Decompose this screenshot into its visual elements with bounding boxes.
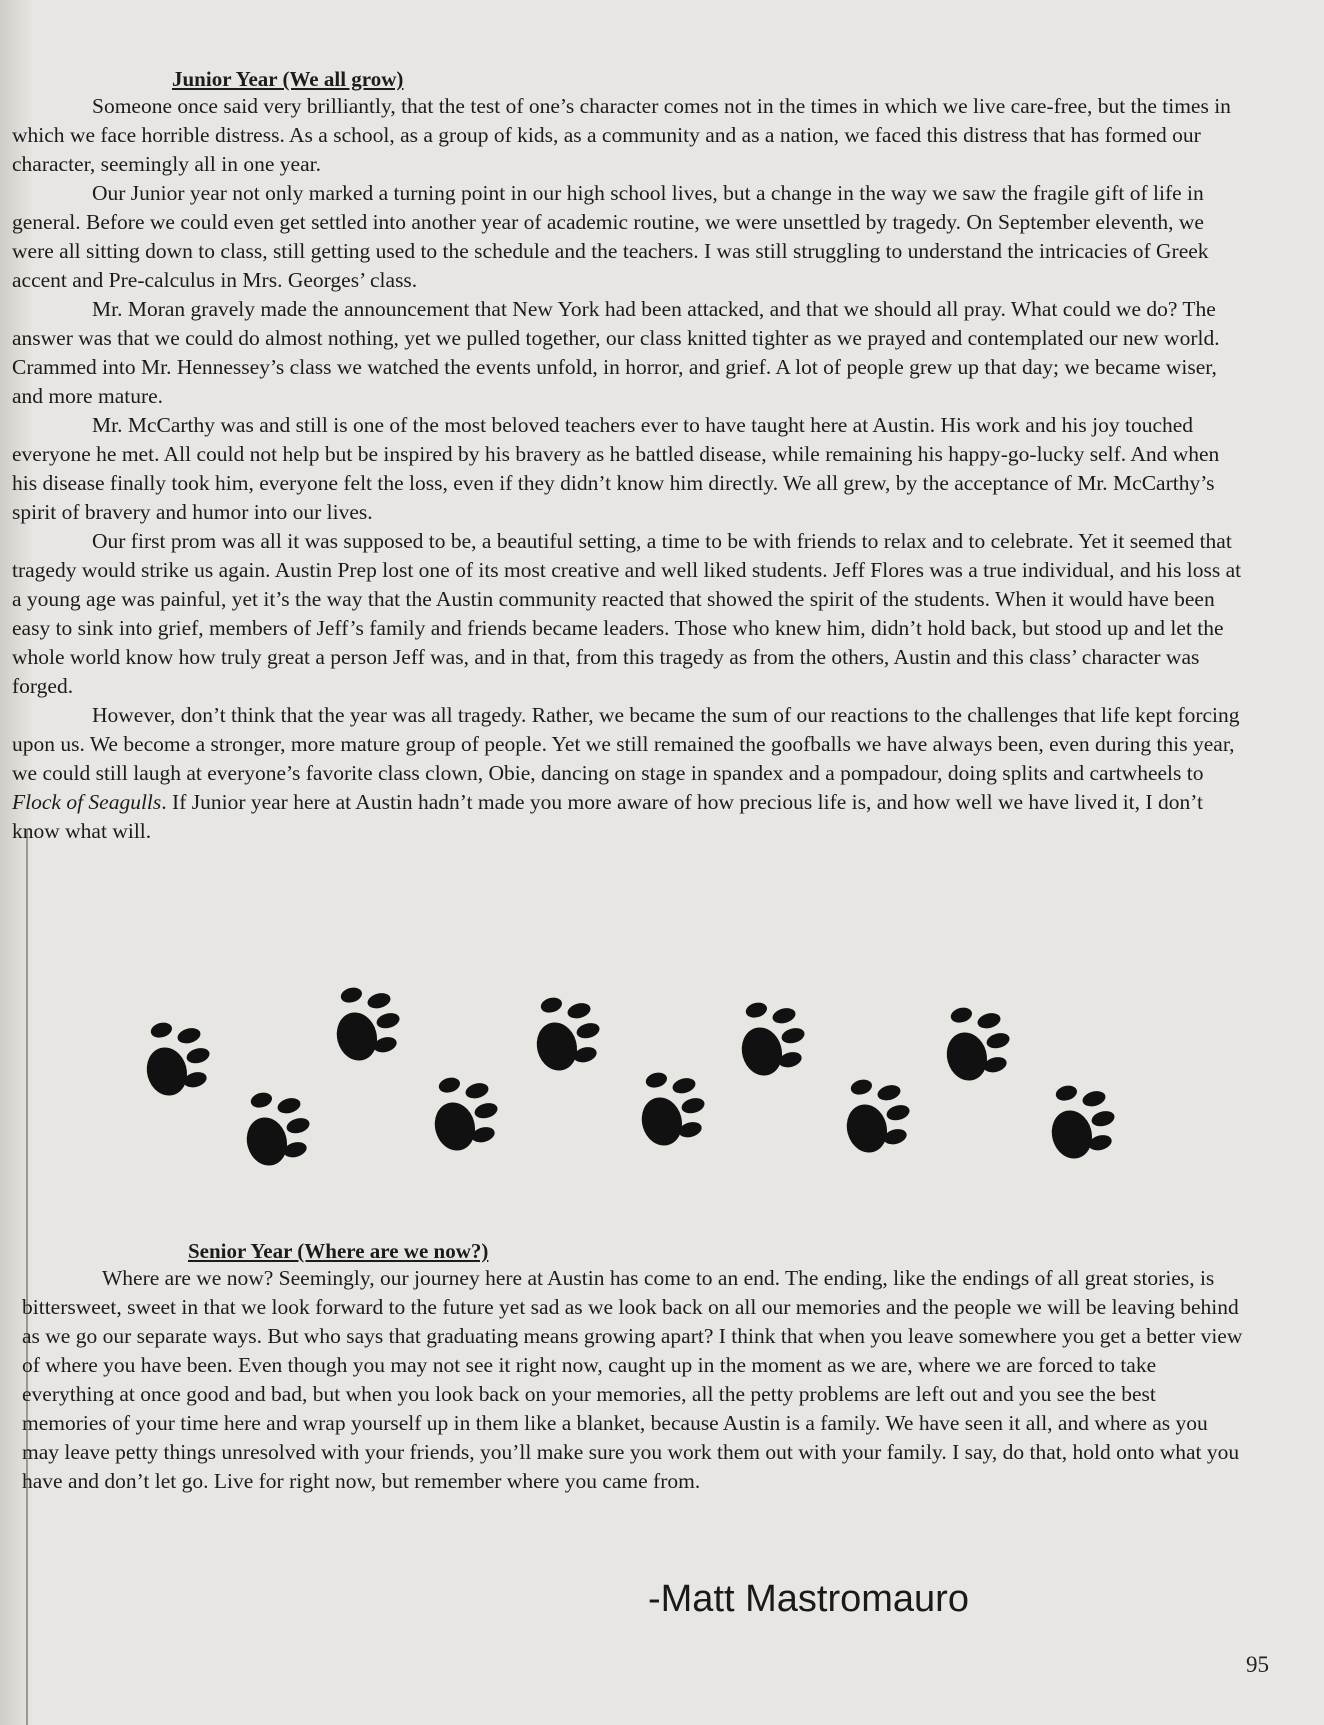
paw-print-icon — [615, 1055, 725, 1165]
paw-print-icon — [510, 980, 620, 1090]
junior-paragraph-4: Mr. McCarthy was and still is one of the most beloved teachers ever to have taught here at Austin. His work and his joy touched everyone he met. All could not help but be inspired by his bravery as he battled disease, while remaining his happy-go-lucky self. And when his disease finally took him, everyone felt the loss, even if they didn’t know him directly. We all grew, by the acceptance of Mr. McCarthy’s spirit of bravery and humor into our lives. — [12, 413, 1220, 524]
paw-print-icon — [920, 990, 1030, 1100]
junior-paragraph-2: Our Junior year not only marked a turning point in our high school lives, but a change in the way we saw the fragile gift of life in general. Before we could even get settled into another year of academic routine, we were unsettled by tragedy. On September eleventh, we were all sitting down to class, still getting used to the schedule and the teachers. I was still struggling to understand the intricacies of Greek accent and Pre-calculus in Mrs. Georges’ class. — [12, 181, 1209, 292]
junior-year-heading: Junior Year (We all grow) — [172, 67, 404, 91]
song-title: Flock of Seagulls — [12, 790, 162, 814]
senior-paragraph: Where are we now? Seemingly, our journey here at Austin has come to an end. The ending, like the endings of all great stories, is bittersweet, sweet in that we look forward to the future yet sad as we look back on all our memories and the people we will be leaving behind as we go our separate ways. But who says that graduating means growing apart? I think that when you leave somewhere you get a better view of where you have been. Even though you may not see it right now, caught up in the moment as we are, where we are forced to take everything at once good and bad, but when you look back on your memories, all the petty problems are left out and you see the best memories of your time here and wrap yourself up in them like a blanket, because Austin is a family. We have seen it all, and where as you may leave petty things unresolved with your friends, you’ll make sure you work them out with your family. I say, do that, hold onto what you have and don’t let go. Live for right now, but remember where you came from. — [22, 1266, 1243, 1493]
junior-paragraph-1: Someone once said very brilliantly, that the test of one’s character comes not in the times in which we live care-free, but the times in which we face horrible distress. As a school, as a group of kids, as a community and as a nation, we faced this distress that has formed our character, seemingly all in one year. — [12, 94, 1231, 176]
junior-paragraph-6 — [12, 701, 1244, 846]
paw-print-icon — [310, 970, 420, 1080]
paw-print-icon — [715, 985, 825, 1095]
paw-print-icon — [408, 1060, 518, 1170]
page-number: 95 — [1246, 1652, 1269, 1677]
senior-year-heading: Senior Year (Where are we now?) — [188, 1239, 489, 1263]
paw-print-icon — [120, 1005, 230, 1115]
paw-print-icon — [820, 1062, 930, 1172]
paw-print-trail — [130, 980, 1140, 1170]
junior-year-section — [12, 66, 1244, 846]
senior-year-section — [22, 1238, 1244, 1496]
paw-print-icon — [220, 1075, 330, 1185]
junior-paragraph-6-end: . If Junior year here at Austin hadn’t made you more aware of how precious life is, and how well we have lived it, I don’t know what will. — [12, 790, 1203, 843]
junior-paragraph-6-text: However, don’t think that the year was all tragedy. Rather, we became the sum of our reactions to the challenges that life kept forcing upon us. We become a stronger, more mature group of people. Yet we still remained the goofballs we have always been, even during this year, we could still laugh at everyone’s favorite class clown, Obie, dancing on stage in spandex and a pompadour, doing splits and cartwheels to — [12, 703, 1240, 785]
junior-paragraph-3: Mr. Moran gravely made the announcement that New York had been attacked, and that we should all pray. What could we do? The answer was that we could do almost nothing, yet we pulled together, our class knitted tighter as we prayed and contemplated our new world. Crammed into Mr. Hennessey’s class we watched the events unfold, in horror, and grief. A lot of people grew up that day; we became wiser, and more mature. — [12, 297, 1220, 408]
paw-print-icon — [1025, 1068, 1135, 1178]
junior-paragraph-5: Our first prom was all it was supposed to be, a beautiful setting, a time to be with friends to relax and to celebrate. Yet it seemed that tragedy would strike us again. Austin Prep lost one of its most creative and well liked students. Jeff Flores was a true individual, and his loss at a young age was painful, yet it’s the way that the Austin community reacted that showed the spirit of the students. When it would have been easy to sink into grief, members of Jeff’s family and friends became leaders. Those who knew him, didn’t hold back, but stood up and let the whole world know how truly great a person Jeff was, and in that, from this tragedy as from the others, Austin and this class’ character was forged. — [12, 529, 1242, 698]
author-signature: -Matt Mastromauro — [648, 1578, 969, 1620]
